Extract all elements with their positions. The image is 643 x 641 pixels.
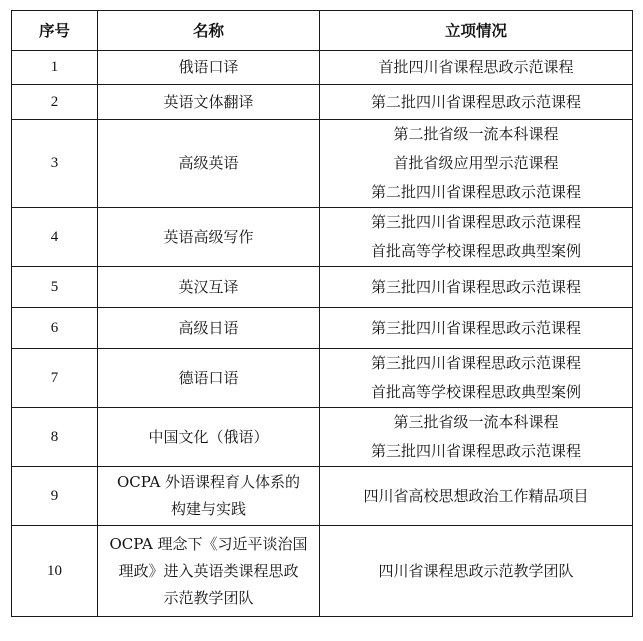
cell-status-line: 第三批四川省课程思政示范课程 xyxy=(370,318,581,337)
table-body xyxy=(12,51,633,617)
cell-status-line: 首批高等学校课程思政典型案例 xyxy=(370,383,581,401)
table-row xyxy=(12,85,633,120)
cell-name-line: 高级英语 xyxy=(178,154,239,172)
cell-name-line: 高级日语 xyxy=(178,318,239,337)
cell-status-line: 第三批四川省课程思政示范课程 xyxy=(370,277,581,296)
cell-name xyxy=(98,308,320,349)
table-row xyxy=(12,208,633,267)
cell-name xyxy=(98,51,320,85)
cell-status xyxy=(320,51,633,85)
cell-index: 1 xyxy=(12,51,98,85)
cell-status-line: 第三批四川省课程思政示范课程 xyxy=(370,213,581,231)
cell-status xyxy=(320,208,633,267)
cell-status-line: 第二批省级一流本科课程 xyxy=(393,125,559,143)
cell-index: 7 xyxy=(12,349,98,408)
cell-status xyxy=(320,349,633,408)
cell-status-line: 首批四川省课程思政示范课程 xyxy=(378,58,574,76)
project-table-container xyxy=(11,10,632,617)
header-name: 名称 xyxy=(98,11,320,51)
table-row xyxy=(12,51,633,85)
cell-index: 2 xyxy=(12,85,98,120)
cell-status xyxy=(320,308,633,349)
cell-name-line: OCPA 理念下《习近平谈治国 xyxy=(109,534,308,553)
cell-name-line: 英汉互译 xyxy=(178,277,239,296)
cell-name xyxy=(98,267,320,308)
cell-status xyxy=(320,408,633,467)
cell-status xyxy=(320,526,633,617)
cell-status-line: 第三批四川省课程思政示范课程 xyxy=(370,354,581,372)
cell-name-line: 英语文体翻译 xyxy=(163,92,254,111)
cell-name xyxy=(98,467,320,526)
cell-name-line: 英语高级写作 xyxy=(163,227,254,246)
cell-status-line: 四川省高校思想政治工作精品项目 xyxy=(363,486,589,505)
cell-name xyxy=(98,85,320,120)
cell-status-line: 首批高等学校课程思政典型案例 xyxy=(370,242,581,260)
cell-name xyxy=(98,120,320,208)
cell-status-line: 首批省级应用型示范课程 xyxy=(393,154,559,172)
table-row xyxy=(12,267,633,308)
cell-index: 10 xyxy=(12,526,98,617)
cell-name-line: OCPA 外语课程育人体系的 xyxy=(116,473,301,491)
cell-index: 6 xyxy=(12,308,98,349)
cell-name-line: 示范教学团队 xyxy=(163,588,254,607)
cell-index: 4 xyxy=(12,208,98,267)
cell-name xyxy=(98,408,320,467)
cell-status xyxy=(320,85,633,120)
table-row xyxy=(12,120,633,208)
header-status: 立项情况 xyxy=(320,11,633,51)
cell-status xyxy=(320,120,633,208)
cell-status-line: 第二批四川省课程思政示范课程 xyxy=(370,92,581,111)
cell-name-line: 中国文化（俄语） xyxy=(148,427,269,446)
cell-name xyxy=(98,349,320,408)
cell-name-line: 德语口语 xyxy=(178,368,239,387)
table-row xyxy=(12,408,633,467)
cell-name-line: 构建与实践 xyxy=(170,500,246,518)
cell-status-line: 第二批四川省课程思政示范课程 xyxy=(370,183,581,201)
cell-name-line: 理政》进入英语类课程思政 xyxy=(118,561,299,580)
header-index: 序号 xyxy=(12,11,98,51)
cell-index: 5 xyxy=(12,267,98,308)
cell-status xyxy=(320,467,633,526)
table-header-row xyxy=(12,11,633,51)
project-table xyxy=(11,10,633,617)
cell-status xyxy=(320,267,633,308)
cell-status-line: 四川省课程思政示范教学团队 xyxy=(378,561,574,580)
table-row xyxy=(12,308,633,349)
table-row xyxy=(12,467,633,526)
cell-status-line: 第三批四川省课程思政示范课程 xyxy=(370,442,581,460)
cell-name xyxy=(98,526,320,617)
cell-status-line: 第三批省级一流本科课程 xyxy=(393,413,559,431)
cell-name xyxy=(98,208,320,267)
table-row xyxy=(12,526,633,617)
cell-index: 9 xyxy=(12,467,98,526)
table-row xyxy=(12,349,633,408)
cell-name-line: 俄语口译 xyxy=(178,58,239,76)
cell-index: 3 xyxy=(12,120,98,208)
cell-index: 8 xyxy=(12,408,98,467)
